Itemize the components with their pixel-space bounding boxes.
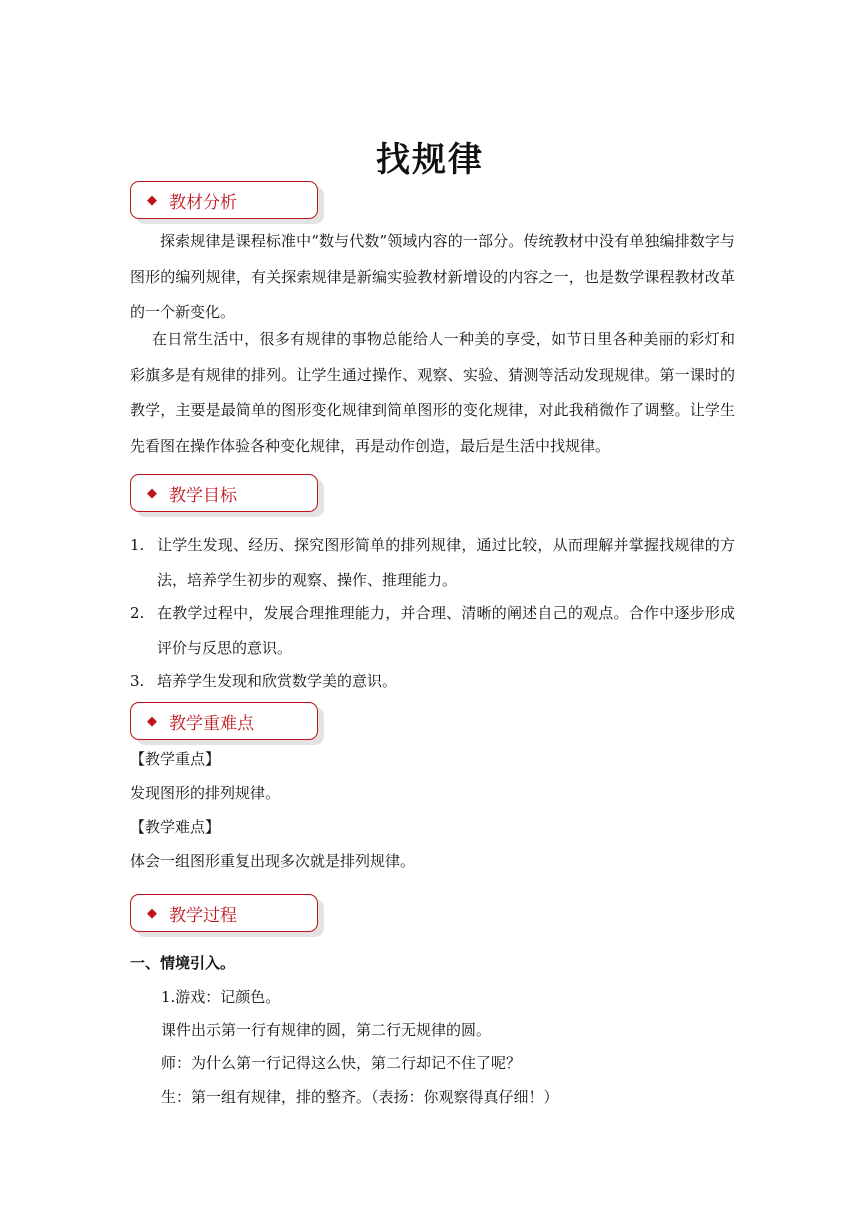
section-label-process: [130, 894, 318, 932]
process-line: 生：第一组有规律，排的整齐。（表扬：你观察得真仔细！）: [161, 1088, 559, 1106]
focus-heading: 【教学重点】: [130, 750, 221, 768]
focus-text: 发现图形的排列规律。: [130, 784, 281, 802]
goal-number: 3.: [130, 672, 145, 690]
page-title: 找规律: [376, 140, 484, 180]
goal-item: [130, 664, 735, 699]
goal-item: [130, 596, 735, 666]
diamond-icon: ◆: [147, 905, 157, 921]
section-label-keypoints: [130, 702, 318, 740]
section-label-text: 教材分析: [169, 192, 237, 213]
goal-item: [130, 528, 735, 598]
goal-number: 2.: [130, 604, 145, 622]
section-label-analysis: [130, 181, 318, 219]
section-label-text: 教学重难点: [169, 713, 254, 734]
process-line: 课件出示第一行有规律的圆，第二行无规律的圆。: [161, 1021, 492, 1039]
diamond-icon: ◆: [147, 713, 157, 729]
diamond-icon: ◆: [147, 192, 157, 208]
process-line: 1.游戏：记颜色。: [161, 988, 281, 1006]
goal-text: 在教学过程中，发展合理推理能力，并合理、清晰的阐述自己的观点。合作中逐步形成评价与反思的意识。: [157, 604, 735, 657]
analysis-paragraph-1: 探索规律是课程标准中“数与代数”领域内容的一部分。传统教材中没有单独编排数字与图形的编列规律，有关探索规律是新编实验教材新增设的内容之一，也是数学课程教材改革的一个新变化。: [130, 232, 735, 321]
section-label-goals: [130, 474, 318, 512]
difficulty-text: 体会一组图形重复出现多次就是排列规律。: [130, 852, 416, 870]
goal-text: 培养学生发现和欣赏数学美的意识。: [157, 672, 398, 690]
goal-number: 1.: [130, 536, 145, 554]
process-heading: 一、情境引入。: [130, 954, 236, 972]
analysis-paragraph-2: 在日常生活中，很多有规律的事物总能给人一种美的享受，如节日里各种美丽的彩灯和彩旗多是有规律的排列。让学生通过操作、观察、实验、猜测等活动发现规律。第一课时的教学，主要是最简单的图形变化规律到简单图形的变化规律，对此我稍微作了调整。让学生先看图在操作体验各种变化规律，再是动作创造，最后是生活中找规律。: [130, 330, 735, 455]
goal-text: 让学生发现、经历、探究图形简单的排列规律，通过比较，从而理解并掌握找规律的方法，培养学生初步的观察、操作、推理能力。: [157, 536, 735, 589]
section-label-text: 教学目标: [169, 485, 237, 506]
section-label-text: 教学过程: [169, 905, 237, 926]
diamond-icon: ◆: [147, 485, 157, 501]
process-line: 师：为什么第一行记得这么快，第二行却记不住了呢？: [161, 1054, 522, 1072]
difficulty-heading: 【教学难点】: [130, 818, 221, 836]
